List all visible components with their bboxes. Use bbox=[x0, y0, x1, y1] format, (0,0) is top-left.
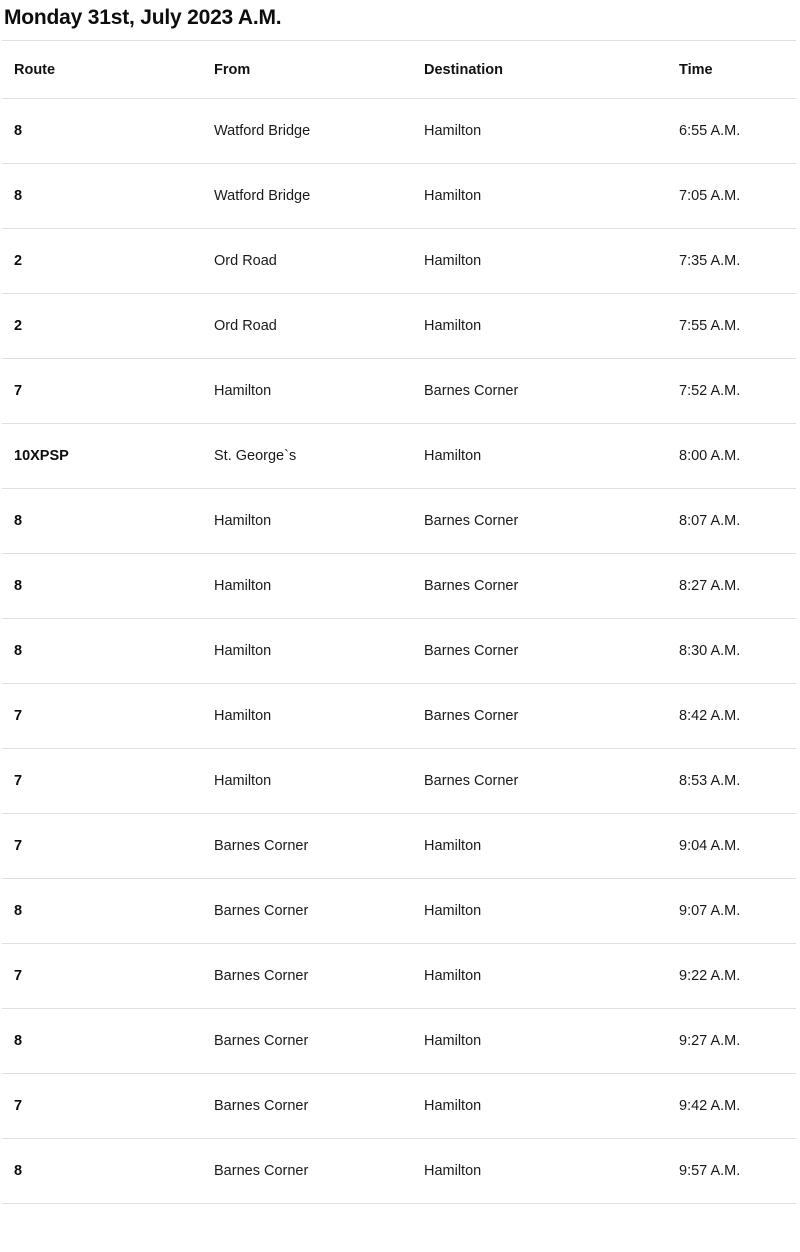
schedule-page bbox=[0, 6, 800, 1204]
cell-destination: Hamilton bbox=[412, 1074, 667, 1139]
table-row bbox=[2, 424, 796, 489]
cell-route: 7 bbox=[2, 359, 202, 424]
cell-from: Barnes Corner bbox=[202, 1139, 412, 1204]
cell-time: 9:57 A.M. bbox=[667, 1139, 796, 1204]
cell-route: 2 bbox=[2, 294, 202, 359]
table-row bbox=[2, 684, 796, 749]
cell-route: 8 bbox=[2, 1139, 202, 1204]
table-row bbox=[2, 229, 796, 294]
cell-time: 6:55 A.M. bbox=[667, 99, 796, 164]
table-row bbox=[2, 99, 796, 164]
cell-destination: Barnes Corner bbox=[412, 619, 667, 684]
column-header-route: Route bbox=[2, 41, 202, 99]
cell-destination: Barnes Corner bbox=[412, 489, 667, 554]
table-row bbox=[2, 1074, 796, 1139]
table-row bbox=[2, 489, 796, 554]
cell-destination: Hamilton bbox=[412, 1009, 667, 1074]
cell-destination: Barnes Corner bbox=[412, 684, 667, 749]
cell-from: Barnes Corner bbox=[202, 1074, 412, 1139]
cell-from: Barnes Corner bbox=[202, 879, 412, 944]
cell-time: 8:00 A.M. bbox=[667, 424, 796, 489]
cell-from: Hamilton bbox=[202, 619, 412, 684]
cell-from: Hamilton bbox=[202, 749, 412, 814]
table-row bbox=[2, 619, 796, 684]
cell-from: Barnes Corner bbox=[202, 1009, 412, 1074]
cell-destination: Barnes Corner bbox=[412, 359, 667, 424]
cell-route: 7 bbox=[2, 814, 202, 879]
cell-destination: Barnes Corner bbox=[412, 554, 667, 619]
cell-time: 7:55 A.M. bbox=[667, 294, 796, 359]
cell-destination: Hamilton bbox=[412, 99, 667, 164]
cell-destination: Hamilton bbox=[412, 164, 667, 229]
cell-route: 8 bbox=[2, 1009, 202, 1074]
table-row bbox=[2, 359, 796, 424]
cell-route: 8 bbox=[2, 879, 202, 944]
cell-time: 7:35 A.M. bbox=[667, 229, 796, 294]
table-body bbox=[2, 99, 796, 1204]
cell-destination: Hamilton bbox=[412, 1139, 667, 1204]
cell-time: 9:07 A.M. bbox=[667, 879, 796, 944]
cell-destination: Hamilton bbox=[412, 424, 667, 489]
cell-time: 9:42 A.M. bbox=[667, 1074, 796, 1139]
cell-route: 8 bbox=[2, 489, 202, 554]
cell-from: Barnes Corner bbox=[202, 944, 412, 1009]
cell-time: 7:52 A.M. bbox=[667, 359, 796, 424]
cell-from: Watford Bridge bbox=[202, 164, 412, 229]
cell-from: Watford Bridge bbox=[202, 99, 412, 164]
cell-time: 9:04 A.M. bbox=[667, 814, 796, 879]
cell-time: 8:30 A.M. bbox=[667, 619, 796, 684]
cell-destination: Barnes Corner bbox=[412, 749, 667, 814]
table-row bbox=[2, 554, 796, 619]
cell-destination: Hamilton bbox=[412, 294, 667, 359]
cell-time: 8:07 A.M. bbox=[667, 489, 796, 554]
table-row bbox=[2, 1009, 796, 1074]
cell-time: 9:22 A.M. bbox=[667, 944, 796, 1009]
cell-time: 8:53 A.M. bbox=[667, 749, 796, 814]
cell-time: 8:42 A.M. bbox=[667, 684, 796, 749]
cell-route: 10XPSP bbox=[2, 424, 202, 489]
cell-from: Hamilton bbox=[202, 489, 412, 554]
cell-destination: Hamilton bbox=[412, 944, 667, 1009]
cell-destination: Hamilton bbox=[412, 229, 667, 294]
table-row bbox=[2, 749, 796, 814]
cell-time: 9:27 A.M. bbox=[667, 1009, 796, 1074]
table-row bbox=[2, 294, 796, 359]
table-header bbox=[2, 41, 796, 99]
cell-route: 8 bbox=[2, 99, 202, 164]
cell-route: 2 bbox=[2, 229, 202, 294]
table-row bbox=[2, 164, 796, 229]
bus-schedule-table bbox=[2, 40, 796, 1204]
cell-route: 7 bbox=[2, 944, 202, 1009]
column-header-time: Time bbox=[667, 41, 796, 99]
cell-route: 8 bbox=[2, 554, 202, 619]
cell-time: 7:05 A.M. bbox=[667, 164, 796, 229]
cell-from: Barnes Corner bbox=[202, 814, 412, 879]
page-title: Monday 31st, July 2023 A.M. bbox=[4, 6, 282, 29]
cell-route: 8 bbox=[2, 164, 202, 229]
table-row bbox=[2, 814, 796, 879]
cell-route: 7 bbox=[2, 1074, 202, 1139]
table-row bbox=[2, 944, 796, 1009]
cell-destination: Hamilton bbox=[412, 879, 667, 944]
column-header-from: From bbox=[202, 41, 412, 99]
cell-destination: Hamilton bbox=[412, 814, 667, 879]
cell-from: Hamilton bbox=[202, 359, 412, 424]
table-header-row bbox=[2, 41, 796, 99]
cell-from: St. George`s bbox=[202, 424, 412, 489]
cell-from: Hamilton bbox=[202, 554, 412, 619]
cell-route: 8 bbox=[2, 619, 202, 684]
cell-route: 7 bbox=[2, 749, 202, 814]
cell-time: 8:27 A.M. bbox=[667, 554, 796, 619]
cell-from: Hamilton bbox=[202, 684, 412, 749]
table-row bbox=[2, 1139, 796, 1204]
cell-from: Ord Road bbox=[202, 229, 412, 294]
cell-route: 7 bbox=[2, 684, 202, 749]
column-header-destination: Destination bbox=[412, 41, 667, 99]
cell-from: Ord Road bbox=[202, 294, 412, 359]
table-row bbox=[2, 879, 796, 944]
